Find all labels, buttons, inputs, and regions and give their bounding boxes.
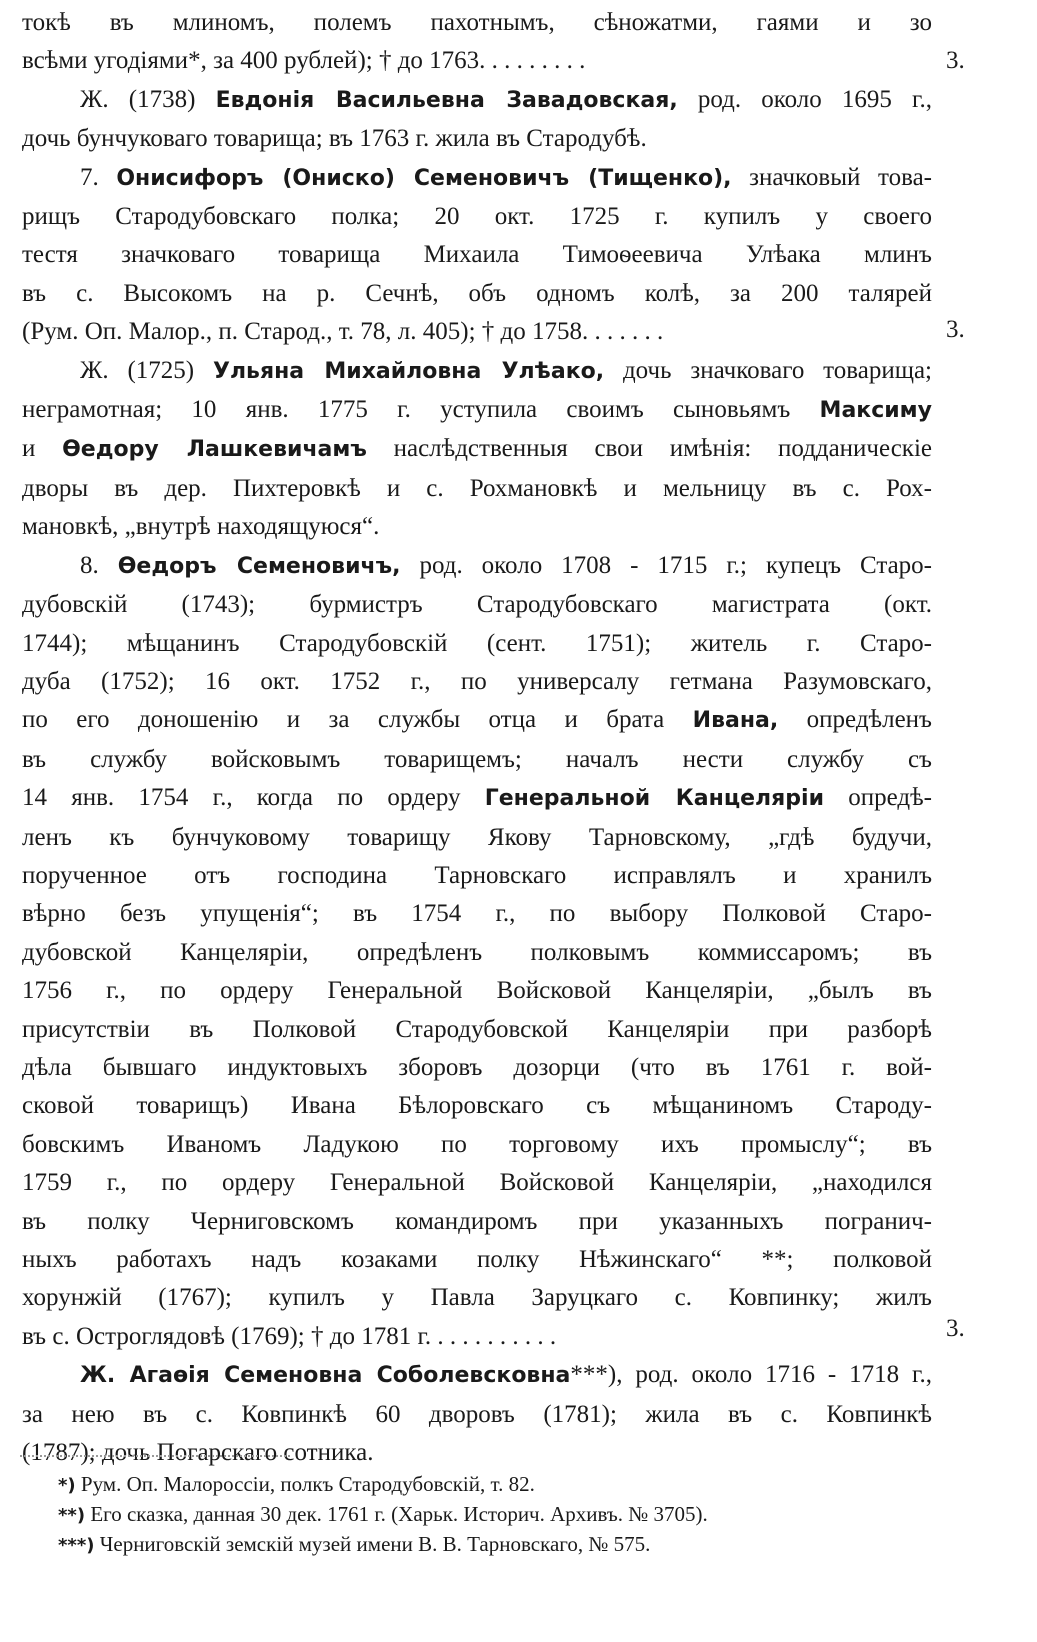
text-line — [22, 470, 932, 508]
bold-name: Ѳедоръ Семеновичъ, — [117, 553, 401, 579]
line-text: дѣла бывшаго индуктовыхъ зборовъ дозорци (что въ 1761 г. вой- — [22, 1053, 932, 1081]
text-line — [22, 275, 932, 313]
line-text: род. около 1695 г., — [677, 85, 932, 113]
line-text: вѣрно безъ упущенія“; въ 1754 г., по выбору Полковой Старо- — [22, 900, 932, 928]
line-text: въ с. Высокомъ на р. Сечнѣ, объ одномъ колѣ, за 200 талярей — [22, 279, 932, 307]
text-line — [22, 198, 932, 236]
line-text: и — [22, 435, 63, 463]
text-line — [22, 1049, 932, 1087]
text-line — [22, 547, 932, 586]
footnote-1: *) Рум. Оп. Малороссіи, полкъ Стародубовскій, т. 82. — [58, 1472, 535, 1496]
line-text: ***), род. около 1716 - 1718 г., — [570, 1361, 932, 1389]
text-line — [22, 1203, 932, 1241]
text-line — [22, 1279, 932, 1317]
line-text: дуба (1752); 16 окт. 1752 г., по универсалу гетмана Разумовскаго, — [22, 667, 932, 695]
line-text: мановкѣ, „внутрѣ находящуюся“. — [22, 513, 380, 541]
footnote-2: **) Его сказка, данная 30 дек. 1761 г. (Харьк. Историч. Архивъ. № 3705). — [58, 1502, 708, 1526]
footnote-separator — [20, 1455, 290, 1457]
bold-name: Евдонія Васильевна Завадовская, — [215, 87, 678, 113]
text-line — [22, 1087, 932, 1125]
text-line — [22, 4, 932, 42]
text-line — [22, 1318, 932, 1356]
line-text: тестя значковаго товарища Михаила Тимоѳеевича Улѣака млинъ — [22, 241, 932, 269]
bold-name: Ульяна Михайловна Улѣако, — [212, 358, 605, 384]
line-text: род. около 1708 - 1715 г.; купецъ Старо- — [400, 551, 932, 579]
generation-mark: 3. — [946, 316, 965, 344]
line-text: дворы въ дер. Пихтеровкѣ и с. Рохмановкѣ и мельницу въ с. Рох- — [22, 474, 932, 502]
line-text: опредѣ- — [823, 784, 932, 812]
text-line — [22, 120, 932, 158]
line-text: въ с. Остроглядовѣ (1769); † до 1781 г. . . . . . . . . . . — [22, 1322, 557, 1350]
text-line — [22, 430, 932, 469]
text-line — [22, 819, 932, 857]
line-text: ныхъ работахъ надъ козаками полку Нѣжинскаго“ **; полковой — [22, 1246, 932, 1273]
generation-mark: 3. — [946, 47, 965, 75]
text-line — [22, 625, 932, 663]
line-text: дубовскій (1743); бурмистръ Стародубовскаго магистрата (окт. — [22, 591, 932, 619]
line-text: дубовской Канцеляріи, опредѣленъ полковымъ коммиссаромъ; въ — [22, 938, 932, 966]
line-text: (Рум. Оп. Малор., п. Старод., т. 78, л. 405); † до 1758. . . . . . . — [22, 318, 664, 346]
line-text: 1759 г., по ордеру Генеральной Войсковой Канцеляріи, „находился — [22, 1169, 932, 1197]
bold-name: Ж. Агаѳія Семеновна Соболевсковна — [80, 1363, 571, 1389]
text-line — [22, 159, 932, 198]
line-text: * — [188, 47, 201, 75]
text-line — [22, 972, 932, 1010]
line-text: ); † до 1763. . . . . . . . . — [357, 47, 586, 75]
line-text: неграмотная; 10 янв. 1775 г. уступила своимъ сыновьямъ — [22, 396, 820, 424]
line-text: дочь значковаго товарища; — [604, 356, 933, 384]
line-text: наслѣдственныя свои имѣнія: подданическіе — [366, 435, 932, 463]
text-line — [22, 1396, 932, 1434]
line-text: 14 янв. 1754 г., когда по ордеру — [22, 784, 485, 812]
text-line — [22, 1126, 932, 1164]
line-text: значковый това- — [731, 163, 933, 191]
footnote-3: ***) Черниговскій земскій музей имени В. В. Тарновскаго, № 575. — [58, 1532, 651, 1556]
text-line — [22, 663, 932, 701]
text-line — [22, 779, 932, 818]
line-text: , за 400 рублей — [200, 47, 358, 75]
line-text: (1787); дочь Погарскаго сотника. — [22, 1439, 374, 1467]
line-text: 1756 г., по ордеру Генеральной Войсковой Канцеляріи, „былъ въ — [22, 977, 932, 1005]
line-text: рищъ Стародубовскаго полка; 20 окт. 1725 г. купилъ у своего — [22, 203, 932, 231]
bold-name: Ѳедору Лашкевичамъ — [62, 437, 367, 463]
text-line — [22, 895, 932, 933]
line-text: всѣми угодіями — [22, 47, 189, 75]
line-text: порученное отъ господина Тарновскаго исправлялъ и хранилъ — [22, 861, 932, 889]
line-text: Ж. (1738) — [80, 85, 216, 113]
line-text: Ж. (1725) — [80, 356, 213, 384]
text-line — [22, 586, 932, 624]
line-text: токѣ въ млиномъ, полемъ пахотнымъ, сѣножатми, гаями и зо — [22, 9, 932, 36]
text-line — [22, 508, 932, 546]
text-line — [22, 741, 932, 779]
line-text: присутствіи въ Полковой Стародубовской Канцеляріи при разборѣ — [22, 1015, 932, 1043]
text-line — [22, 42, 932, 80]
generation-mark: 3. — [946, 1314, 965, 1342]
bold-name: Онисифоръ (Ониско) Семеновичъ (Тищенко), — [116, 165, 732, 191]
text-line — [22, 236, 932, 274]
text-line — [22, 857, 932, 895]
line-text: сковой товарищъ) Ивана Бѣлоровскаго съ мѣщаниномъ Староду- — [22, 1092, 932, 1120]
text-line — [22, 1241, 932, 1279]
text-line — [22, 352, 932, 391]
bold-name: Максиму — [819, 398, 932, 424]
text-line — [22, 1356, 932, 1395]
line-text: 1744); мѣщанинъ Стародубовскій (сент. 1751); житель г. Старо- — [22, 629, 932, 657]
text-line — [22, 1011, 932, 1049]
line-text: ленъ къ бунчуковому товарищу Якову Тарновскому, „гдѣ будучи, — [22, 823, 932, 851]
text-body — [22, 4, 1022, 1472]
line-text: въ полку Черниговскомъ командиромъ при указанныхъ погранич- — [22, 1207, 932, 1235]
line-text: бовскимъ Иваномъ Ладукою по торговому ихъ промыслу“; въ — [22, 1130, 932, 1158]
footnotes — [58, 1470, 958, 1560]
text-line — [22, 934, 932, 972]
line-text: 7. — [80, 163, 117, 191]
line-text: по его доношенію и за службы отца и брата — [22, 706, 693, 734]
text-line — [22, 1164, 932, 1202]
line-text: за нею въ с. Ковпинкѣ 60 дворовъ (1781); жила въ с. Ковпинкѣ — [22, 1400, 932, 1428]
text-line — [22, 391, 932, 430]
line-text: хорунжій (1767); купилъ у Павла Заруцкаго с. Ковпинку; жилъ — [22, 1284, 932, 1312]
bold-name: Ивана, — [692, 708, 779, 734]
text-line — [22, 701, 932, 740]
bold-name: Генеральной Канцеляріи — [484, 786, 824, 812]
document-page — [22, 4, 1022, 1472]
line-text: дочь бунчуковаго товарища; въ 1763 г. жила въ Стародубѣ. — [22, 125, 647, 153]
line-text: 8. — [80, 551, 118, 579]
text-line — [22, 313, 932, 351]
line-text: опредѣленъ — [778, 706, 932, 734]
text-line — [22, 1434, 932, 1472]
text-line — [22, 81, 932, 120]
line-text: въ службу войсковымъ товарищемъ; началъ нести службу съ — [22, 745, 932, 773]
